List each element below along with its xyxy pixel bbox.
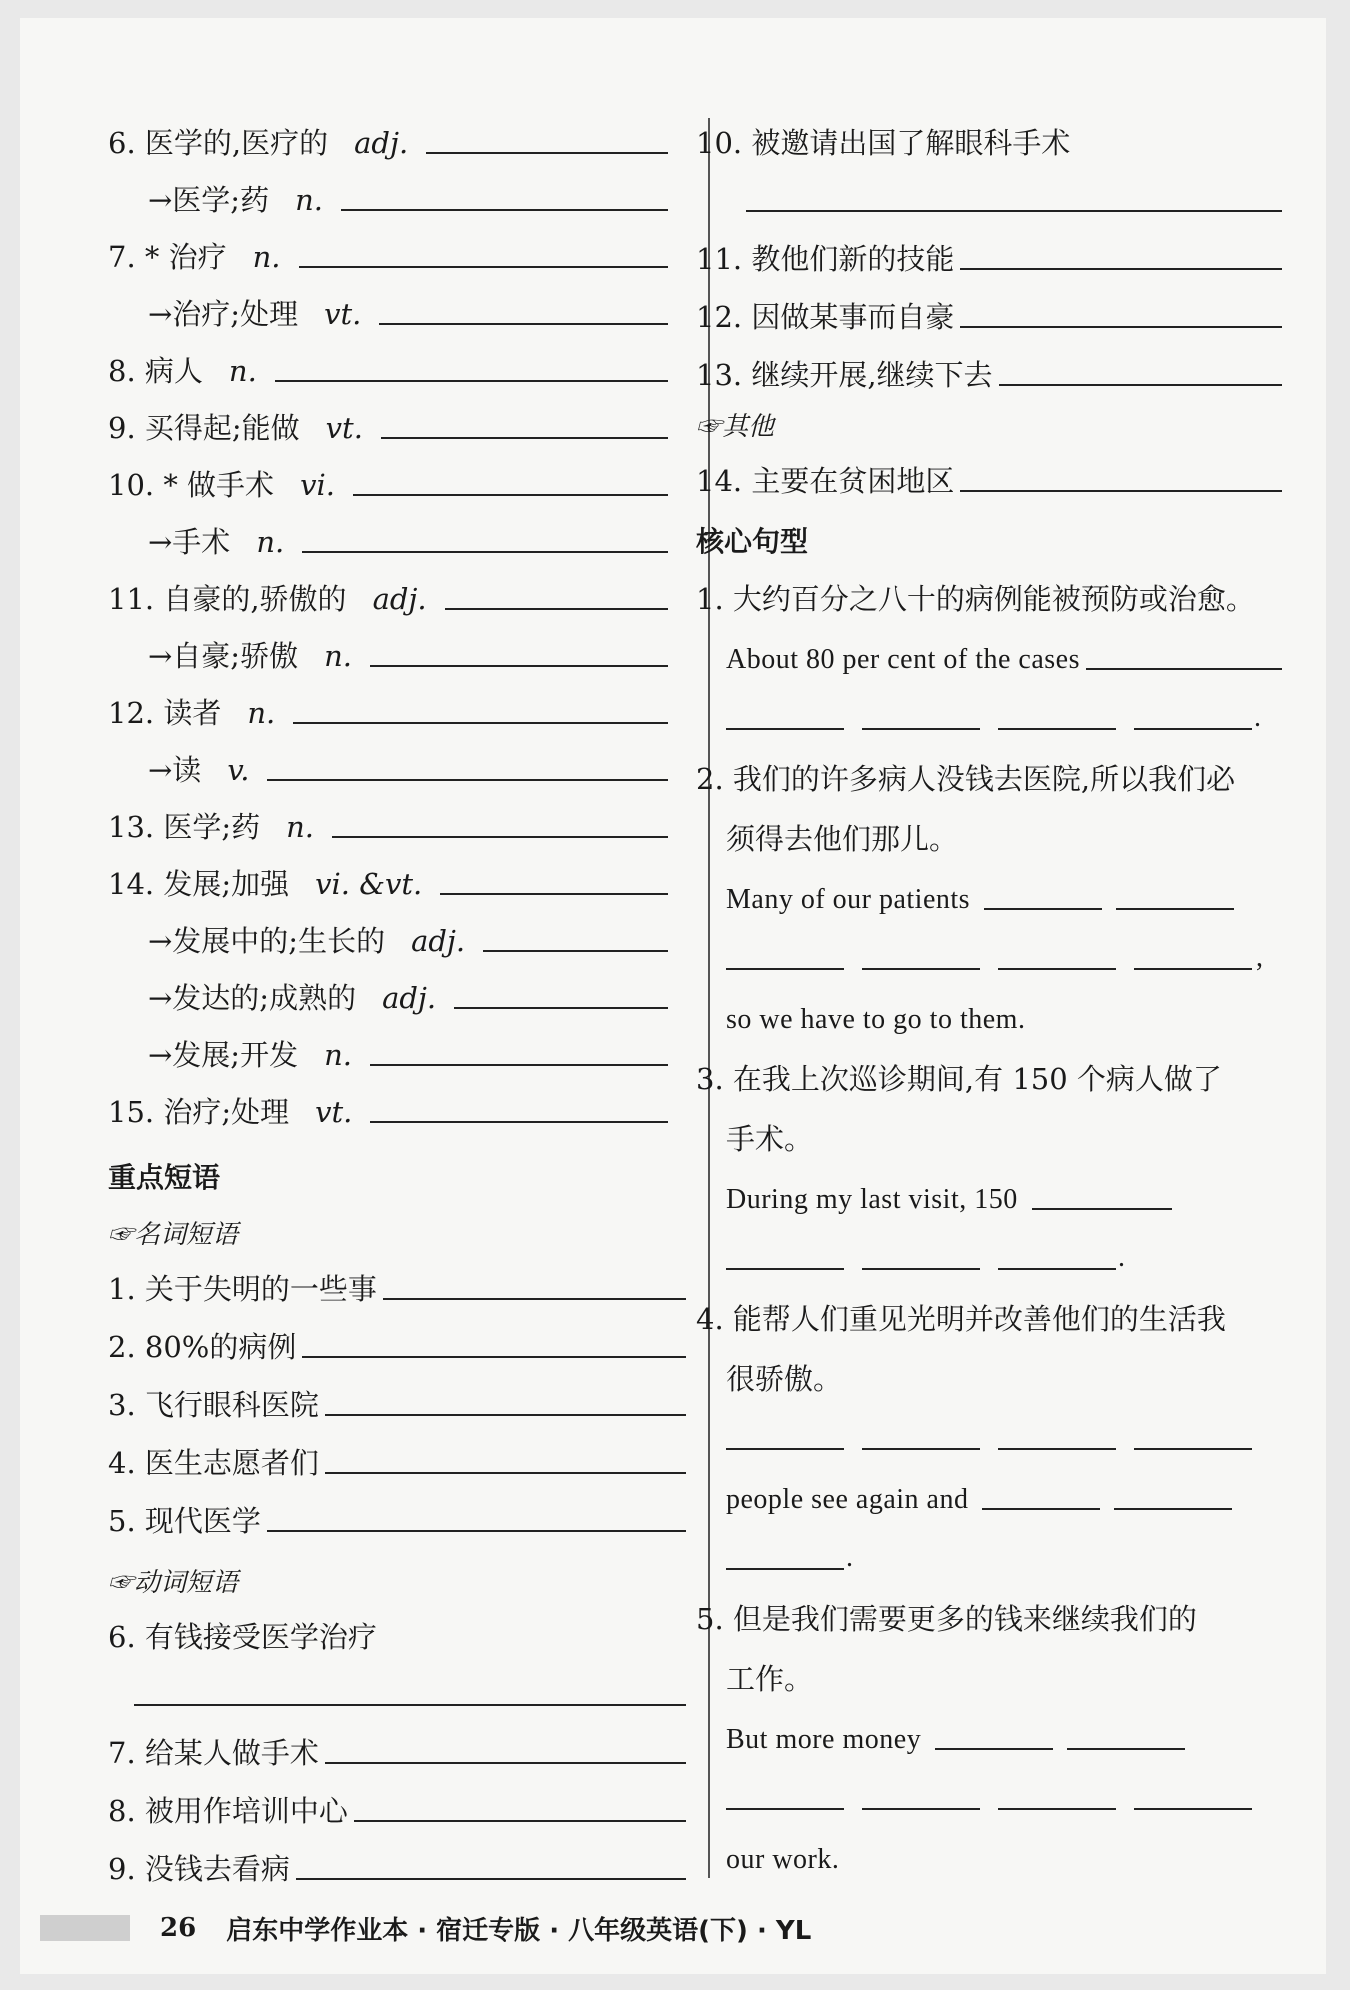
phrase-item-label: 8. 被用作培训中心 [108, 1794, 348, 1828]
part-of-speech: n. [228, 354, 257, 388]
answer-blank[interactable] [1116, 908, 1234, 910]
answer-blank[interactable] [998, 1448, 1116, 1450]
answer-blank[interactable] [726, 1268, 844, 1270]
sentence-1-chinese: 1. 大约百分之八十的病例能被预防或治愈。 [696, 582, 1255, 616]
sentence-4-english: people see again and [726, 1470, 1282, 1514]
vocab-item [108, 114, 668, 158]
part-of-speech: vi. &vt. [315, 867, 423, 901]
answer-blank[interactable] [445, 608, 668, 610]
vocab-item [148, 741, 668, 785]
part-of-speech: adj. [354, 126, 409, 160]
sentence-2-english: Many of our patients [726, 870, 1282, 914]
answer-blank[interactable] [862, 728, 980, 730]
part-of-speech: v. [227, 753, 250, 787]
answer-blank[interactable] [383, 1298, 686, 1300]
vocab-item [108, 399, 668, 443]
answer-blank[interactable] [1134, 1448, 1252, 1450]
answer-blank[interactable] [296, 1878, 686, 1880]
phrase-item [108, 1840, 686, 1884]
sentence-3-chinese-a: 3. 在我上次巡诊期间,有 150 个病人做了 [696, 1062, 1222, 1096]
answer-line [128, 1666, 686, 1710]
vocab-item-label: 12. 读者 [108, 696, 222, 730]
vocab-item-label: →手术 [148, 525, 231, 559]
answer-blank[interactable] [999, 384, 1282, 386]
phrase-item [108, 1782, 686, 1826]
part-of-speech: vt. [324, 297, 362, 331]
answer-blank[interactable] [935, 1748, 1053, 1750]
verb-phrases-label: ☞动词短语 [108, 1568, 239, 1598]
phrase-item [108, 1260, 686, 1304]
answer-blank[interactable] [726, 1448, 844, 1450]
sentence-4-chinese-b: 很骄傲。 [726, 1362, 843, 1396]
phrase-item-label: 7. 给某人做手术 [108, 1736, 319, 1770]
answer-blank[interactable] [998, 1268, 1116, 1270]
answer-blank[interactable] [370, 1121, 668, 1123]
answer-blank[interactable] [862, 1448, 980, 1450]
sentence-1-english: About 80 per cent of the cases [726, 630, 1282, 674]
phrase-item [696, 230, 1282, 274]
answer-blank[interactable] [302, 1356, 686, 1358]
vocab-item [148, 285, 668, 329]
part-of-speech: n. [247, 696, 276, 730]
answer-blank[interactable] [862, 1808, 980, 1810]
vocab-item-label: →读 [148, 753, 202, 787]
phrase-item [108, 1608, 377, 1652]
sentence-2-blank-row [726, 930, 1264, 974]
answer-blank[interactable] [1134, 1808, 1252, 1810]
vocab-item-label: →医学;药 [148, 183, 270, 217]
phrase-item-label: 9. 没钱去看病 [108, 1852, 290, 1886]
phrase-item [108, 1724, 686, 1768]
sentence-2-chinese-a: 2. 我们的许多病人没钱去医院,所以我们必 [696, 762, 1236, 796]
answer-blank[interactable] [726, 1808, 844, 1810]
answer-blank[interactable] [746, 210, 1282, 212]
phrase-item-label: 13. 继续开展,继续下去 [696, 358, 993, 392]
answer-blank[interactable] [440, 893, 668, 895]
part-of-speech: vt. [325, 411, 363, 445]
vocab-item [108, 684, 668, 728]
part-of-speech: n. [324, 1038, 352, 1072]
answer-blank[interactable] [267, 779, 668, 781]
sentence-4-blank-row-2 [726, 1530, 854, 1574]
answer-blank[interactable] [379, 323, 668, 325]
phrase-item-label: 4. 医生志愿者们 [108, 1446, 319, 1480]
phrase-item [696, 114, 1070, 158]
vocab-item [108, 342, 668, 386]
part-of-speech: n. [252, 240, 281, 274]
phrase-item-label: 2. 80%的病例 [108, 1330, 297, 1364]
sentence-5-chinese-b: 工作。 [726, 1662, 814, 1696]
answer-blank[interactable] [998, 968, 1116, 970]
answer-blank[interactable] [984, 908, 1102, 910]
phrase-item-label: 3. 飞行眼科医院 [108, 1388, 319, 1422]
footer-decoration [40, 1915, 130, 1941]
part-of-speech: vt. [315, 1095, 353, 1129]
phrase-item-label: 12. 因做某事而自豪 [696, 300, 955, 334]
phrase-item [696, 346, 1282, 390]
answer-blank[interactable] [332, 836, 668, 838]
answer-blank[interactable] [1134, 728, 1252, 730]
part-of-speech: adj. [382, 981, 437, 1015]
period: . [1254, 702, 1262, 733]
phrase-item-label: 6. 有钱接受医学治疗 [108, 1620, 377, 1654]
vocab-item-label: 6. 医学的,医疗的 [108, 126, 329, 160]
vocab-item [148, 969, 668, 1013]
phrase-item-label: 1. 关于失明的一些事 [108, 1272, 377, 1306]
answer-blank[interactable] [960, 268, 1282, 270]
period: . [1118, 1242, 1126, 1273]
sentence-4-blank-row [726, 1410, 1252, 1454]
answer-blank[interactable] [998, 728, 1116, 730]
answer-blank[interactable] [354, 1820, 686, 1822]
answer-blank[interactable] [267, 1530, 686, 1532]
answer-blank[interactable] [960, 490, 1282, 492]
sentence-3-english: During my last visit, 150 [726, 1170, 1266, 1214]
answer-blank[interactable] [341, 209, 668, 211]
sentence-3-chinese-b: 手术。 [726, 1122, 814, 1156]
other-label: ☞其他 [696, 412, 775, 442]
phrase-item: 14. 主要在贫困地区 [696, 452, 1282, 496]
phrase-item [108, 1434, 686, 1478]
answer-blank[interactable] [426, 152, 668, 154]
answer-blank[interactable] [302, 551, 668, 553]
page-footer [40, 1906, 811, 1950]
vocab-item [108, 456, 668, 500]
answer-blank[interactable] [1114, 1508, 1232, 1510]
sentence-3-blank-row [726, 1230, 1126, 1274]
answer-blank[interactable] [370, 1064, 668, 1066]
answer-blank[interactable] [293, 722, 668, 724]
phrase-item-label: 11. 教他们新的技能 [696, 242, 955, 276]
answer-blank[interactable] [726, 968, 844, 970]
answer-blank[interactable] [998, 1808, 1116, 1810]
part-of-speech: n. [324, 639, 352, 673]
vocab-item [108, 855, 668, 899]
part-of-speech: n. [286, 810, 315, 844]
vocab-item-label: 10. * 做手术 [108, 468, 275, 502]
vocab-item-label: 13. 医学;药 [108, 810, 261, 844]
answer-blank[interactable] [982, 1508, 1100, 1510]
vocab-item [148, 627, 668, 671]
answer-blank[interactable] [862, 968, 980, 970]
part-of-speech: adj. [372, 582, 427, 616]
phrase-item-label: 10. 被邀请出国了解眼科手术 [696, 126, 1071, 160]
answer-blank[interactable] [325, 1472, 686, 1474]
vocab-item [108, 798, 668, 842]
section-title-key-phrases: 重点短语 [108, 1161, 221, 1194]
phrase-item [108, 1376, 686, 1420]
answer-blank[interactable] [960, 326, 1282, 328]
answer-blank[interactable] [726, 1568, 844, 1570]
answer-blank[interactable] [1134, 968, 1252, 970]
sentence-1-blank-row [726, 690, 1262, 734]
sentence-5-english: But more money [726, 1710, 1282, 1754]
part-of-speech: n. [295, 183, 323, 217]
sentence-5-blank-row [726, 1770, 1252, 1814]
part-of-speech: vi. [300, 468, 335, 502]
worksheet-page [20, 18, 1326, 1974]
vocab-item [148, 912, 668, 956]
vocab-item-label: 11. 自豪的,骄傲的 [108, 582, 347, 616]
comma: , [1256, 942, 1264, 973]
answer-blank[interactable] [325, 1762, 686, 1764]
phrase-item [108, 1318, 686, 1362]
vocab-item [108, 570, 668, 614]
answer-blank[interactable] [1086, 668, 1282, 670]
vocab-item-label: 7. * 治疗 [108, 240, 227, 274]
vocab-item [148, 171, 668, 215]
answer-blank[interactable] [483, 950, 668, 952]
vocab-item-label: →发展;开发 [148, 1038, 299, 1072]
answer-blank[interactable] [353, 494, 668, 496]
vocab-item [148, 1026, 668, 1070]
answer-blank[interactable] [862, 1268, 980, 1270]
answer-line [740, 172, 1282, 216]
answer-blank[interactable] [370, 665, 668, 667]
vocab-item-label: 15. 治疗;处理 [108, 1095, 290, 1129]
sentence-4-chinese-a: 4. 能帮人们重见光明并改善他们的生活我 [696, 1302, 1226, 1336]
answer-blank[interactable] [275, 380, 668, 382]
vocab-item [148, 513, 668, 557]
sentence-5-chinese-a: 5. 但是我们需要更多的钱来继续我们的 [696, 1602, 1197, 1636]
sentence-5-english-end: our work. [726, 1844, 840, 1875]
vocab-item [108, 1083, 668, 1127]
vocab-item-label: 9. 买得起;能做 [108, 411, 300, 445]
vocab-item-label: 8. 病人 [108, 354, 203, 388]
page-number: 26 [160, 1913, 197, 1943]
answer-blank[interactable] [381, 437, 668, 439]
part-of-speech: adj. [411, 924, 466, 958]
answer-blank[interactable] [726, 728, 844, 730]
section-title-core-sentences: 核心句型 [696, 525, 809, 558]
answer-blank[interactable] [299, 266, 668, 268]
vocab-item-label: →发达的;成熟的 [148, 981, 357, 1015]
phrase-item-label: 5. 现代医学 [108, 1504, 261, 1538]
vocab-item-label: →自豪;骄傲 [148, 639, 299, 673]
part-of-speech: n. [256, 525, 285, 559]
noun-phrases-label: ☞名词短语 [108, 1220, 239, 1250]
answer-blank[interactable] [1032, 1208, 1172, 1210]
answer-blank[interactable] [134, 1704, 686, 1706]
vocab-item [108, 228, 668, 272]
answer-blank[interactable] [454, 1007, 668, 1009]
phrase-item [696, 288, 1282, 332]
vocab-item-label: 14. 发展;加强 [108, 867, 290, 901]
vocab-item-label: →发展中的;生长的 [148, 924, 386, 958]
sentence-2-chinese-b: 须得去他们那儿。 [726, 822, 959, 856]
period: . [846, 1542, 854, 1573]
book-title: 启东中学作业本 · 宿迁专版 · 八年级英语(下) · YL [226, 1915, 812, 1946]
sentence-2-english-end: so we have to go to them. [726, 1004, 1026, 1035]
vocab-item-label: →治疗;处理 [148, 297, 299, 331]
phrase-item [108, 1492, 686, 1536]
answer-blank[interactable] [1067, 1748, 1185, 1750]
answer-blank[interactable] [325, 1414, 686, 1416]
